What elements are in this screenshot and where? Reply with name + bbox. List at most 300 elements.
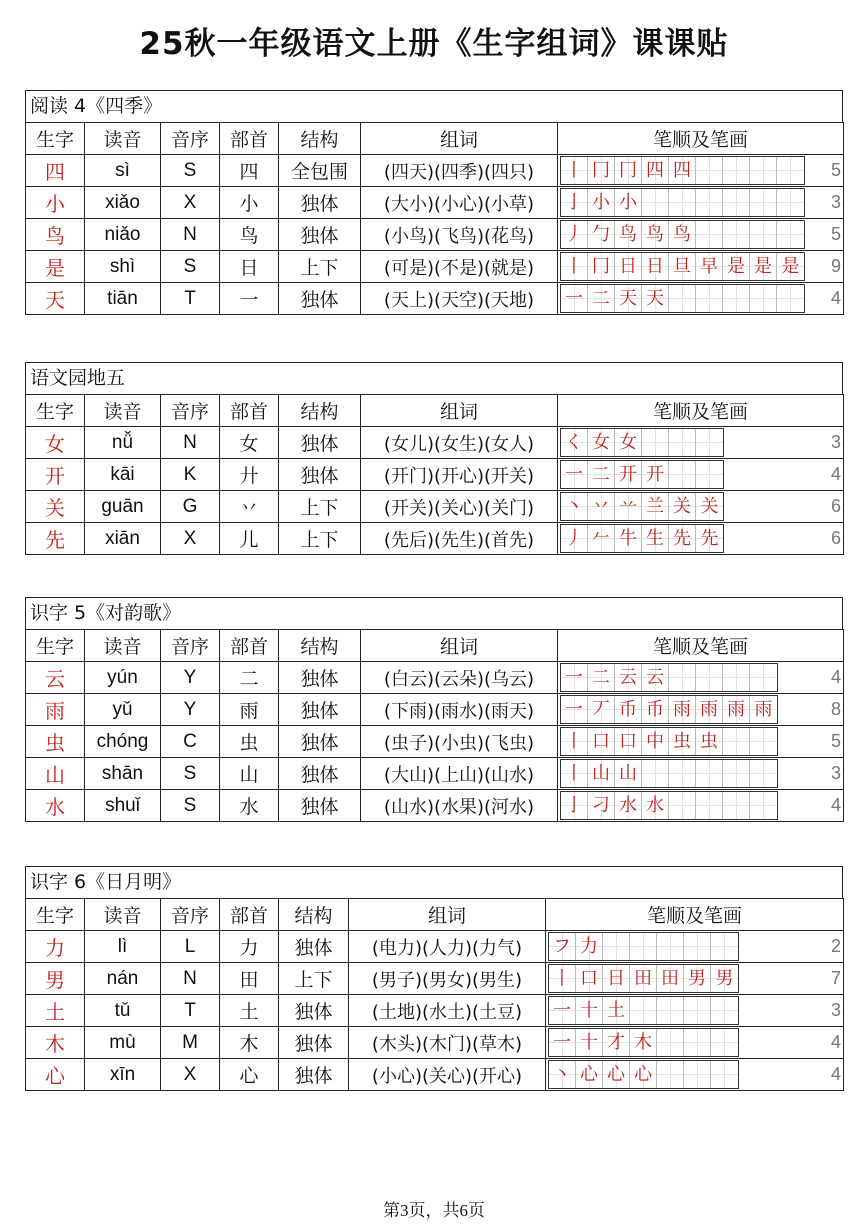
table-row	[26, 523, 844, 555]
column-header: 部首	[220, 899, 279, 931]
stroke-glyph: 一	[565, 464, 583, 485]
char-table	[25, 629, 844, 822]
stroke-grid	[548, 932, 739, 961]
phonetic-order-cell: K	[161, 459, 220, 491]
stroke-glyph: 四	[646, 160, 664, 181]
stroke-box	[711, 965, 738, 992]
stroke-box	[561, 461, 588, 488]
character-cell: 力	[26, 931, 85, 963]
stroke-box	[642, 189, 669, 216]
structure-cell: 独体	[279, 694, 361, 726]
stroke-glyph: 勹	[592, 224, 610, 245]
stroke-box	[669, 792, 696, 819]
character-cell: 山	[26, 758, 85, 790]
stroke-box	[696, 157, 723, 184]
stroke-box	[576, 997, 603, 1024]
stroke-box	[588, 221, 615, 248]
stroke-grid	[560, 428, 724, 457]
phonetic-order-cell: T	[161, 283, 220, 315]
stroke-glyph: 一	[565, 288, 583, 309]
words-cell: (土地)(水土)(土豆)	[349, 995, 546, 1027]
stroke-glyph: 四	[673, 160, 691, 181]
structure-cell: 独体	[279, 726, 361, 758]
column-header: 读音	[85, 395, 161, 427]
stroke-glyph: 土	[607, 1000, 625, 1021]
stroke-glyph: 女	[619, 432, 637, 453]
stroke-glyph: 丨	[565, 731, 583, 752]
stroke-box	[615, 792, 642, 819]
structure-cell: 独体	[279, 459, 361, 491]
stroke-box	[696, 493, 723, 520]
phonetic-order-cell: S	[161, 251, 220, 283]
character-cell: 小	[26, 187, 85, 219]
stroke-box	[615, 760, 642, 787]
structure-cell: 全包围	[279, 155, 361, 187]
words-cell: (木头)(木门)(草木)	[349, 1027, 546, 1059]
stroke-glyph: 丨	[553, 968, 571, 989]
stroke-grid	[548, 1060, 739, 1089]
words-cell: (白云)(云朵)(乌云)	[361, 662, 558, 694]
stroke-glyph: 女	[592, 432, 610, 453]
radical-cell: 一	[220, 283, 279, 315]
stroke-grid	[560, 759, 778, 788]
stroke-grid	[548, 964, 739, 993]
structure-cell: 独体	[279, 219, 361, 251]
stroke-box	[711, 1029, 738, 1056]
stroke-glyph: 刁	[592, 795, 610, 816]
pinyin-cell: shān	[85, 758, 161, 790]
stroke-glyph: 冂	[619, 160, 637, 181]
radical-cell: 田	[220, 963, 279, 995]
words-cell: (山水)(水果)(河水)	[361, 790, 558, 822]
stroke-box	[588, 429, 615, 456]
pinyin-cell: xīn	[85, 1059, 161, 1091]
pinyin-cell: lì	[85, 931, 161, 963]
char-table	[25, 394, 844, 555]
stroke-count: 4	[830, 288, 841, 308]
column-header: 生字	[26, 899, 85, 931]
stroke-box	[549, 965, 576, 992]
character-cell: 虫	[26, 726, 85, 758]
stroke-box	[696, 429, 723, 456]
stroke-order-cell	[558, 459, 844, 491]
stroke-box	[615, 157, 642, 184]
stroke-box	[777, 253, 804, 280]
stroke-glyph: 丨	[565, 256, 583, 277]
structure-cell: 上下	[279, 963, 349, 995]
words-cell: (开关)(关心)(关门)	[361, 491, 558, 523]
stroke-box	[669, 493, 696, 520]
stroke-box	[669, 253, 696, 280]
column-header: 部首	[220, 395, 279, 427]
stroke-glyph: く	[565, 432, 583, 453]
stroke-count: 7	[830, 968, 841, 988]
stroke-box	[696, 461, 723, 488]
section-title: 阅读 4《四季》	[25, 90, 843, 122]
stroke-glyph: 丨	[565, 160, 583, 181]
structure-cell: 独体	[279, 662, 361, 694]
pinyin-cell: guān	[85, 491, 161, 523]
table-row	[26, 662, 844, 694]
character-cell: 四	[26, 155, 85, 187]
column-header: 生字	[26, 123, 85, 155]
phonetic-order-cell: N	[161, 963, 220, 995]
stroke-glyph: 雨	[727, 699, 745, 720]
radical-cell: 儿	[220, 523, 279, 555]
stroke-grid	[560, 188, 805, 217]
stroke-box	[750, 157, 777, 184]
radical-cell: 小	[220, 187, 279, 219]
column-header: 读音	[85, 899, 161, 931]
column-header: 组词	[349, 899, 546, 931]
stroke-box	[630, 933, 657, 960]
radical-cell: 鸟	[220, 219, 279, 251]
pinyin-cell: nǚ	[85, 427, 161, 459]
stroke-box	[777, 285, 804, 312]
structure-cell: 上下	[279, 251, 361, 283]
stroke-glyph: 亅	[565, 192, 583, 213]
stroke-box	[642, 792, 669, 819]
stroke-count: 3	[830, 192, 841, 212]
stroke-box	[615, 189, 642, 216]
stroke-count: 3	[830, 432, 841, 452]
stroke-box	[549, 997, 576, 1024]
stroke-box	[615, 429, 642, 456]
stroke-glyph: 雨	[700, 699, 718, 720]
section-yuwenyuandi5	[25, 362, 843, 555]
character-cell: 男	[26, 963, 85, 995]
stroke-box	[669, 525, 696, 552]
stroke-count: 4	[830, 667, 841, 687]
stroke-count: 5	[830, 160, 841, 180]
stroke-box	[561, 792, 588, 819]
stroke-count: 5	[830, 731, 841, 751]
column-header: 部首	[220, 630, 279, 662]
character-cell: 女	[26, 427, 85, 459]
column-header: 笔顺及笔画	[558, 123, 844, 155]
stroke-order-cell	[558, 155, 844, 187]
column-header: 结构	[279, 899, 349, 931]
radical-cell: 日	[220, 251, 279, 283]
stroke-grid	[560, 524, 724, 553]
stroke-glyph: 天	[646, 288, 664, 309]
stroke-glyph: 小	[592, 192, 610, 213]
stroke-glyph: 十	[580, 1000, 598, 1021]
stroke-box	[696, 221, 723, 248]
stroke-glyph: 冂	[592, 160, 610, 181]
header-row	[26, 630, 844, 662]
stroke-glyph: 心	[607, 1064, 625, 1085]
phonetic-order-cell: N	[161, 427, 220, 459]
words-cell: (先后)(先生)(首先)	[361, 523, 558, 555]
stroke-count: 5	[830, 224, 841, 244]
stroke-box	[750, 664, 777, 691]
stroke-box	[723, 189, 750, 216]
stroke-box	[669, 221, 696, 248]
character-cell: 雨	[26, 694, 85, 726]
stroke-box	[588, 760, 615, 787]
stroke-box	[696, 792, 723, 819]
stroke-order-cell	[546, 931, 844, 963]
stroke-count: 4	[830, 795, 841, 815]
character-cell: 先	[26, 523, 85, 555]
stroke-box	[750, 285, 777, 312]
stroke-box	[684, 1029, 711, 1056]
radical-cell: 山	[220, 758, 279, 790]
stroke-box	[549, 1029, 576, 1056]
stroke-order-cell	[558, 694, 844, 726]
stroke-box	[642, 525, 669, 552]
stroke-box	[630, 997, 657, 1024]
pinyin-cell: xiān	[85, 523, 161, 555]
pinyin-cell: xiǎo	[85, 187, 161, 219]
stroke-box	[588, 189, 615, 216]
stroke-glyph: 口	[619, 731, 637, 752]
stroke-box	[615, 664, 642, 691]
stroke-glyph: 虫	[673, 731, 691, 752]
table-row	[26, 995, 844, 1027]
stroke-box	[603, 965, 630, 992]
stroke-box	[603, 997, 630, 1024]
stroke-box	[657, 1061, 684, 1088]
stroke-grid	[560, 492, 724, 521]
stroke-box	[657, 1029, 684, 1056]
stroke-glyph: 开	[646, 464, 664, 485]
char-table	[25, 898, 844, 1091]
radical-cell: 力	[220, 931, 279, 963]
stroke-glyph: 云	[646, 667, 664, 688]
stroke-box	[750, 728, 777, 755]
stroke-box	[576, 933, 603, 960]
stroke-grid	[560, 663, 778, 692]
stroke-glyph: 关	[700, 496, 719, 517]
stroke-box	[588, 728, 615, 755]
header-row	[26, 395, 844, 427]
stroke-glyph: 是	[781, 256, 800, 277]
words-cell: (电力)(人力)(力气)	[349, 931, 546, 963]
stroke-glyph: 心	[634, 1064, 652, 1085]
stroke-box	[684, 933, 711, 960]
stroke-box	[561, 696, 588, 723]
character-cell: 心	[26, 1059, 85, 1091]
pinyin-cell: sì	[85, 155, 161, 187]
column-header: 生字	[26, 630, 85, 662]
stroke-box	[723, 157, 750, 184]
stroke-glyph: 是	[754, 256, 772, 277]
stroke-box	[642, 285, 669, 312]
pinyin-cell: kāi	[85, 459, 161, 491]
structure-cell: 独体	[279, 1027, 349, 1059]
pinyin-cell: shì	[85, 251, 161, 283]
column-header: 读音	[85, 630, 161, 662]
phonetic-order-cell: X	[161, 187, 220, 219]
stroke-glyph: 一	[565, 699, 583, 720]
stroke-box	[603, 1029, 630, 1056]
stroke-box	[588, 253, 615, 280]
stroke-box	[561, 664, 588, 691]
words-cell: (小心)(关心)(开心)	[349, 1059, 546, 1091]
structure-cell: 独体	[279, 427, 361, 459]
table-row	[26, 963, 844, 995]
stroke-glyph: 丿	[565, 224, 583, 245]
stroke-glyph: 小	[619, 192, 637, 213]
stroke-count: 9	[830, 256, 841, 276]
column-header: 音序	[161, 395, 220, 427]
character-cell: 天	[26, 283, 85, 315]
stroke-box	[750, 792, 777, 819]
column-header: 部首	[220, 123, 279, 155]
stroke-box	[777, 157, 804, 184]
stroke-box	[723, 792, 750, 819]
stroke-order-cell	[546, 963, 844, 995]
stroke-box	[684, 965, 711, 992]
structure-cell: 独体	[279, 790, 361, 822]
stroke-order-cell	[558, 427, 844, 459]
stroke-box	[588, 664, 615, 691]
radical-cell: 丷	[220, 491, 279, 523]
structure-cell: 独体	[279, 1059, 349, 1091]
radical-cell: 雨	[220, 694, 279, 726]
stroke-glyph: 雨	[754, 699, 773, 720]
words-cell: (四天)(四季)(四只)	[361, 155, 558, 187]
stroke-glyph: 心	[580, 1064, 598, 1085]
words-cell: (大小)(小心)(小草)	[361, 187, 558, 219]
stroke-box	[561, 760, 588, 787]
stroke-glyph: 木	[634, 1032, 652, 1053]
character-cell: 开	[26, 459, 85, 491]
column-header: 笔顺及笔画	[546, 899, 844, 931]
stroke-count: 6	[830, 528, 841, 548]
stroke-grid	[560, 252, 805, 281]
table-row	[26, 694, 844, 726]
stroke-box	[615, 461, 642, 488]
table-row	[26, 251, 844, 283]
stroke-box	[588, 493, 615, 520]
table-row	[26, 1027, 844, 1059]
stroke-box	[576, 1029, 603, 1056]
stroke-glyph: 早	[700, 256, 718, 277]
structure-cell: 独体	[279, 283, 361, 315]
stroke-order-cell	[558, 790, 844, 822]
radical-cell: 女	[220, 427, 279, 459]
radical-cell: 四	[220, 155, 279, 187]
stroke-box	[669, 760, 696, 787]
stroke-order-cell	[558, 491, 844, 523]
stroke-box	[723, 664, 750, 691]
stroke-box	[711, 933, 738, 960]
stroke-box	[669, 728, 696, 755]
stroke-glyph: 男	[688, 968, 706, 989]
column-header: 结构	[279, 123, 361, 155]
stroke-box	[669, 696, 696, 723]
words-cell: (可是)(不是)(就是)	[361, 251, 558, 283]
stroke-box	[576, 965, 603, 992]
stroke-box	[642, 760, 669, 787]
pinyin-cell: mù	[85, 1027, 161, 1059]
section-title: 识字 6《日月明》	[25, 866, 843, 898]
radical-cell: 二	[220, 662, 279, 694]
stroke-box	[561, 253, 588, 280]
column-header: 生字	[26, 395, 85, 427]
stroke-box	[711, 1061, 738, 1088]
stroke-box	[669, 461, 696, 488]
stroke-glyph: 日	[607, 968, 625, 989]
stroke-box	[576, 1061, 603, 1088]
char-table	[25, 122, 844, 315]
phonetic-order-cell: X	[161, 1059, 220, 1091]
stroke-box	[696, 189, 723, 216]
stroke-order-cell	[558, 523, 844, 555]
stroke-glyph: 中	[646, 731, 664, 752]
stroke-glyph: 山	[619, 763, 637, 784]
structure-cell: 独体	[279, 187, 361, 219]
stroke-box	[657, 933, 684, 960]
stroke-box	[588, 792, 615, 819]
stroke-count: 6	[830, 496, 841, 516]
stroke-box	[549, 1061, 576, 1088]
stroke-count: 8	[830, 699, 841, 719]
phonetic-order-cell: T	[161, 995, 220, 1027]
stroke-grid	[560, 791, 778, 820]
stroke-glyph: 䒑	[619, 496, 637, 517]
stroke-box	[723, 760, 750, 787]
stroke-box	[630, 965, 657, 992]
structure-cell: 上下	[279, 523, 361, 555]
stroke-box	[588, 696, 615, 723]
stroke-box	[723, 285, 750, 312]
column-header: 笔顺及笔画	[558, 395, 844, 427]
stroke-glyph: 生	[646, 528, 664, 549]
stroke-box	[642, 253, 669, 280]
stroke-glyph: 十	[580, 1032, 598, 1053]
stroke-glyph: 丶	[553, 1064, 571, 1085]
stroke-box	[588, 157, 615, 184]
phonetic-order-cell: C	[161, 726, 220, 758]
stroke-box	[588, 285, 615, 312]
words-cell: (虫子)(小虫)(飞虫)	[361, 726, 558, 758]
stroke-box	[750, 253, 777, 280]
stroke-box	[723, 696, 750, 723]
stroke-grid	[548, 1028, 739, 1057]
phonetic-order-cell: N	[161, 219, 220, 251]
stroke-glyph: 丿	[565, 528, 583, 549]
stroke-count: 3	[830, 1000, 841, 1020]
stroke-box	[615, 253, 642, 280]
stroke-glyph: 丨	[565, 763, 583, 784]
column-header: 音序	[161, 123, 220, 155]
stroke-box	[642, 493, 669, 520]
words-cell: (开门)(开心)(开关)	[361, 459, 558, 491]
stroke-glyph: 二	[592, 288, 610, 309]
stroke-glyph: 币	[646, 699, 664, 720]
stroke-box	[669, 157, 696, 184]
stroke-box	[723, 253, 750, 280]
stroke-box	[561, 728, 588, 755]
structure-cell: 独体	[279, 995, 349, 1027]
stroke-box	[696, 253, 723, 280]
section-shizi6	[25, 866, 843, 1091]
stroke-order-cell	[558, 187, 844, 219]
stroke-box	[750, 189, 777, 216]
stroke-glyph: 口	[592, 731, 610, 752]
table-row	[26, 758, 844, 790]
phonetic-order-cell: Y	[161, 694, 220, 726]
table-row	[26, 790, 844, 822]
stroke-grid	[560, 695, 778, 724]
stroke-box	[669, 429, 696, 456]
stroke-box	[684, 1061, 711, 1088]
stroke-glyph: 兰	[646, 496, 664, 517]
